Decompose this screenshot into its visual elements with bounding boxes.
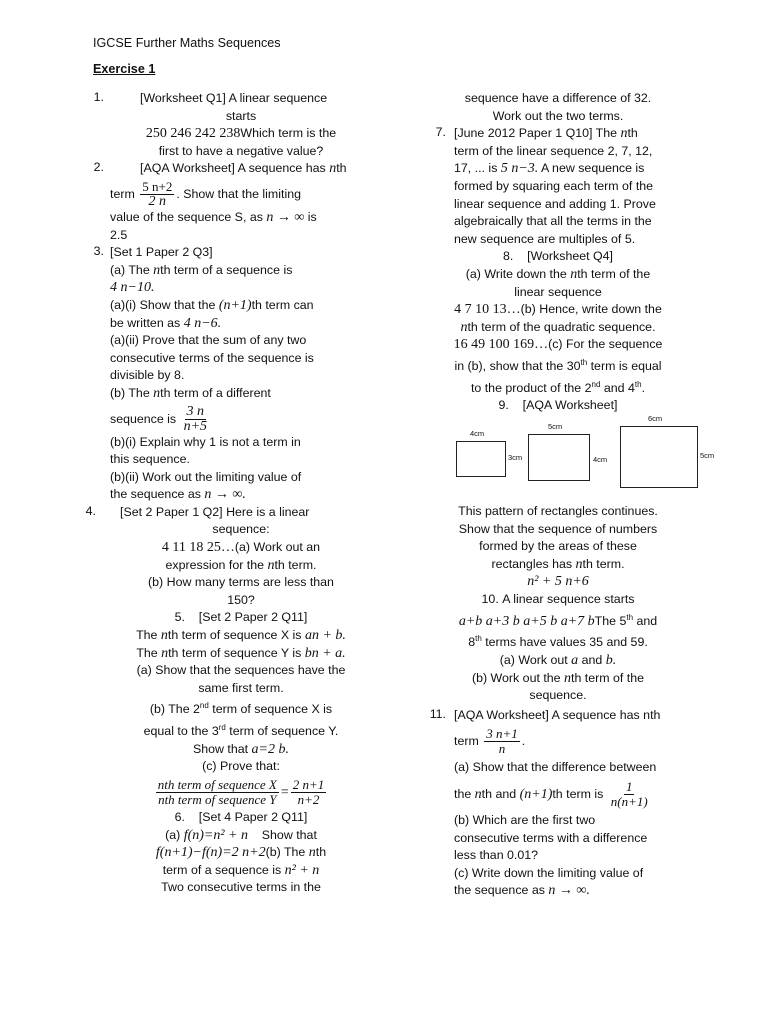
question-text: sequence:: [212, 522, 270, 537]
question-text: (c) Prove that:: [202, 759, 280, 774]
question-text: [110, 385, 372, 403]
question-text: th term of a different: [160, 385, 271, 400]
question-text: Which term is the: [240, 126, 337, 141]
math-expression: 4 n−10.: [110, 280, 155, 296]
question-text: formed by the areas of these: [479, 539, 637, 554]
question-text: less than 0.01?: [454, 848, 539, 863]
question-1: [93, 90, 372, 160]
question-text: [Set 4 Paper 2 Q11]: [198, 810, 308, 825]
question-text: [110, 160, 372, 178]
question-text: th term of sequence X is: [167, 628, 305, 643]
question-text: [102, 609, 380, 627]
math-variable: n: [460, 319, 468, 335]
question-8: [424, 248, 692, 397]
question-text: (c) For the sequence: [548, 337, 663, 352]
fraction: [182, 405, 209, 434]
question-text: [102, 557, 380, 575]
question-text: th term of sequence Y is: [168, 645, 305, 660]
question-number: 5.: [174, 610, 185, 625]
math-variable: n: [620, 126, 628, 142]
right-column: [424, 90, 715, 900]
question-text: (a) Show that the difference between: [454, 760, 657, 775]
question-text: [454, 780, 692, 809]
math-expression: a+b a+3 b a+5 b a+7 b: [458, 613, 595, 629]
math-expression: bn + a.: [304, 645, 346, 661]
question-6-continued: [424, 90, 692, 125]
question-text: the sequence as: [454, 883, 549, 898]
sequence-values: 4 7 10 13…: [454, 302, 521, 318]
math-variable: n: [564, 670, 572, 686]
question-text: term of sequence Y.: [225, 724, 339, 739]
math-expression: n → ∞: [266, 209, 305, 225]
math-expression: f(n)=n² + n: [183, 827, 248, 843]
question-text: (a) Work out an: [234, 540, 321, 555]
question-text: (a): [165, 827, 184, 842]
question-text: sequence.: [529, 688, 587, 703]
question-text: th term can: [251, 297, 314, 312]
fraction-numerator: 3 n+1: [486, 726, 518, 742]
fraction: [156, 778, 279, 807]
fraction-denominator: n: [498, 741, 506, 757]
math-variable: b.: [605, 652, 617, 668]
math-expression: 4 n−6.: [183, 315, 222, 331]
question-number: 4.: [85, 503, 96, 518]
question-text: consecutive terms of the sequence is: [110, 350, 314, 365]
question-text: th and: [481, 786, 520, 801]
question-number: 7.: [435, 125, 446, 140]
math-variable: n: [308, 845, 316, 861]
height-label: 4cm: [593, 454, 608, 464]
question-text: expression for the: [165, 557, 268, 572]
question-text: be written as: [110, 315, 184, 330]
question-text: This pattern of rectangles continues.: [458, 503, 658, 518]
question-text: [102, 719, 380, 741]
fraction-numerator: 2 n+1: [292, 777, 325, 793]
question-text: this sequence.: [110, 452, 190, 467]
question-text: [110, 315, 372, 333]
question-text: [424, 609, 692, 631]
question-text: [June 2012 Paper 1 Q10] The: [454, 126, 621, 141]
math-variable: n: [575, 556, 583, 572]
question-5: [102, 609, 380, 807]
superscript: rd: [218, 723, 226, 733]
fraction-numerator: 3 n: [186, 403, 205, 419]
question-text: divisible by 8.: [110, 368, 185, 383]
math-variable: n: [160, 628, 168, 644]
superscript: th: [634, 379, 642, 389]
sequence-values: 16 49 100 169…: [453, 337, 549, 353]
question-text: [424, 556, 692, 574]
math-expression: n² + n: [284, 862, 320, 878]
math-variable: n: [474, 786, 482, 802]
math-expression: 5 n−3.: [500, 161, 539, 177]
question-text: (b) The: [110, 385, 154, 400]
question-text: and: [578, 652, 606, 667]
rectangles-diagram: [424, 413, 715, 499]
question-text: [454, 882, 692, 900]
question-text: 2.5: [110, 227, 128, 242]
question-text: [102, 645, 380, 663]
fraction-denominator: nth term of sequence Y: [158, 792, 277, 808]
question-text: [454, 160, 692, 178]
width-label: 6cm: [648, 413, 663, 423]
question-text: and: [633, 613, 658, 628]
sequence-values: 250 246 242 238: [145, 126, 241, 142]
fraction-denominator: n+2: [297, 792, 320, 808]
question-text: th: [627, 126, 638, 141]
superscript: nd: [591, 379, 601, 389]
question-text: first to have a negative value?: [158, 143, 324, 158]
question-text: Show that: [261, 827, 317, 842]
question-text: [424, 630, 692, 652]
question-number: 11.: [429, 706, 446, 721]
question-number: 10.: [481, 591, 499, 606]
question-text: to the product of the 2: [470, 380, 592, 395]
question-text: value of the sequence S, as: [110, 209, 267, 224]
question-text: . Show that the limiting: [176, 186, 301, 201]
question-text: [454, 727, 692, 756]
question-text: [424, 652, 692, 670]
question-text: [Set 2 Paper 1 Q2] Here is a linear: [120, 504, 310, 519]
question-text: [110, 209, 372, 227]
question-text: th: [315, 845, 327, 860]
question-text: A linear sequence starts: [502, 591, 635, 606]
question-text: consecutive terms with a difference: [454, 830, 648, 845]
document-title: IGCSE Further Maths Sequences: [93, 36, 281, 50]
math-expression: n → ∞.: [548, 883, 590, 899]
question-text: [AQA Worksheet] A sequence has: [140, 161, 330, 176]
question-number: 1.: [93, 90, 104, 104]
math-expression: (n+1): [218, 297, 252, 313]
question-text: (b) Which are the first two: [454, 812, 596, 827]
question-text: [110, 125, 372, 143]
question-text: is: [304, 209, 317, 224]
height-label: 3cm: [508, 452, 523, 462]
math-variable: n: [570, 266, 578, 282]
equals-sign: =: [280, 784, 289, 800]
question-text: [Worksheet Q4]: [527, 249, 613, 264]
question-text: in (b), show that the 30: [454, 359, 581, 374]
question-text: Work out the two terms.: [492, 108, 624, 123]
question-text: The: [136, 628, 161, 643]
fraction-numerator: 5 n+2: [142, 178, 173, 194]
question-text: [102, 862, 380, 880]
question-text: equal to the 3: [143, 724, 219, 739]
height-label: 5cm: [700, 450, 715, 460]
question-text: formed by squaring each term of the: [454, 178, 654, 193]
math-variable: n: [329, 161, 337, 177]
question-text: [424, 319, 692, 337]
question-text: [102, 827, 380, 845]
question-text: th term is: [552, 786, 607, 801]
question-text: [110, 262, 372, 280]
math-expression: f(n+1)−f(n)=2 n+2: [155, 845, 266, 861]
question-text: [424, 248, 692, 266]
math-variable: n: [161, 645, 169, 661]
question-text: [424, 591, 692, 609]
math-variable: n: [153, 262, 161, 278]
question-text: [110, 405, 372, 434]
fraction: [609, 780, 650, 809]
fraction: [140, 180, 174, 209]
question-text: [110, 180, 372, 209]
question-text: [102, 697, 380, 719]
question-text: [110, 297, 372, 315]
superscript: th: [475, 634, 482, 644]
question-text: (a)(i) Show that the: [110, 297, 219, 312]
question-text: A new sequence is: [538, 161, 645, 176]
rectangle-1: [456, 441, 506, 477]
question-text: linear sequence: [514, 284, 602, 299]
question-text: sequence have a difference of 32.: [464, 91, 652, 105]
question-text: th term of the: [571, 670, 645, 685]
question-11: [424, 707, 692, 900]
question-text: th term of a sequence is: [160, 262, 293, 277]
question-text: [424, 670, 692, 688]
question-number: 9.: [498, 398, 509, 413]
fraction: [291, 778, 327, 807]
question-text: [424, 301, 692, 319]
question-7: [424, 125, 692, 248]
question-text: (b) Work out the: [471, 670, 565, 685]
question-text: [102, 741, 380, 759]
question-text: terms have values 35 and 59.: [481, 635, 648, 650]
math-expression: (n+1): [519, 786, 553, 802]
math-variable: a: [571, 652, 579, 668]
question-text: [AQA Worksheet]: [522, 398, 618, 413]
question-text: (b)(ii) Work out the limiting value of: [110, 469, 302, 484]
fraction-denominator: 2 n: [148, 193, 167, 209]
question-text: 150?: [227, 592, 255, 607]
question-text: and 4: [600, 380, 635, 395]
question-text: Two consecutive terms in the: [161, 880, 321, 895]
question-text: [110, 486, 372, 504]
question-text: .: [521, 734, 526, 749]
question-text: the: [454, 786, 475, 801]
fraction-numerator: nth term of sequence X: [157, 777, 277, 793]
question-text: th term of the: [577, 266, 651, 281]
question-number: 6.: [174, 810, 185, 825]
question-text: term of sequence X is: [208, 702, 333, 717]
question-text: The: [136, 645, 162, 660]
question-text: (c) Write down the limiting value of: [454, 865, 644, 880]
question-text: (b) How many terms are less than: [148, 575, 334, 590]
question-number: 8.: [503, 249, 514, 264]
question-text: (a) Work out: [499, 652, 572, 667]
question-9: [424, 397, 715, 591]
math-expression: a=2 b.: [251, 741, 289, 757]
question-6: [102, 809, 380, 897]
exercise-heading: Exercise 1: [93, 62, 156, 76]
question-text: [Set 1 Paper 2 Q3]: [110, 245, 213, 260]
fraction-denominator: n+5: [183, 418, 208, 434]
question-text: [102, 844, 380, 862]
left-column: [85, 90, 372, 897]
question-text: (b) Hence, write down the: [520, 302, 662, 317]
question-text: same first term.: [198, 680, 284, 695]
question-text: (b) The: [265, 845, 309, 860]
question-text: [Set 2 Paper 2 Q11]: [198, 610, 308, 625]
question-text: [424, 266, 692, 284]
question-text: (b) The 2: [149, 702, 200, 717]
question-text: (a) Write down the: [465, 266, 571, 281]
question-text: linear sequence and adding 1. Prove: [454, 196, 656, 211]
question-3: [93, 244, 372, 504]
question-text: [424, 397, 692, 415]
question-text: Show that: [192, 741, 252, 756]
question-text: [Worksheet Q1] A linear sequence: [140, 91, 328, 105]
question-text: Show that the sequence of numbers: [458, 521, 658, 536]
question-number: 3.: [93, 244, 104, 259]
question-text: 17, ... is: [454, 161, 501, 176]
rectangle-3: [620, 426, 698, 488]
question-text: term: [110, 186, 139, 201]
question-text: algebraically that all the terms in the: [454, 214, 652, 229]
math-variable: n: [267, 557, 275, 573]
fraction-numerator: 1: [625, 778, 633, 794]
question-text: the sequence as: [110, 487, 205, 502]
question-text: (b)(i) Explain why 1 is not a term in: [110, 434, 301, 449]
width-label: 4cm: [470, 428, 485, 438]
question-text: term: [454, 734, 483, 749]
question-text: [424, 354, 692, 376]
question-text: [424, 336, 692, 354]
question-text: (a)(ii) Prove that the sum of any two: [110, 333, 307, 348]
question-text: new sequence are multiples of 5.: [454, 231, 636, 246]
fraction-denominator: n(n+1): [610, 793, 648, 809]
question-text: (a) Show that the sequences have the: [136, 663, 346, 678]
question-text: [424, 376, 692, 398]
sequence-values: 4 11 18 25…: [161, 540, 235, 556]
question-2: [93, 160, 372, 244]
question-text: The 5: [594, 613, 627, 628]
question-4: [85, 503, 380, 610]
question-text: [AQA Worksheet] A sequence has nth: [454, 707, 661, 722]
question-text: term is equal: [587, 359, 662, 374]
question-text: term of a sequence is: [162, 862, 285, 877]
superscript: th: [626, 612, 634, 622]
math-expression: n → ∞.: [204, 487, 246, 503]
question-text: [102, 627, 380, 645]
question-text: [454, 125, 692, 143]
superscript: th: [580, 357, 588, 367]
rectangle-2: [528, 434, 590, 481]
question-text: th term of the quadratic sequence.: [467, 319, 656, 334]
proof-equation: [102, 778, 380, 807]
question-text: 8: [468, 635, 476, 650]
math-variable: n: [153, 385, 161, 401]
question-10: [424, 591, 692, 705]
question-text: (a) The: [110, 262, 154, 277]
question-number: 2.: [93, 160, 104, 175]
width-label: 5cm: [548, 421, 563, 431]
math-expression: n² + 5 n+6: [527, 574, 589, 590]
question-text: [102, 809, 380, 827]
question-text: starts: [225, 108, 257, 123]
question-text: th term.: [274, 557, 317, 572]
question-text: .: [641, 380, 646, 395]
math-expression: an + b.: [304, 628, 346, 644]
question-text: sequence is: [110, 411, 180, 426]
question-text: [102, 539, 380, 557]
question-text: term of the linear sequence 2, 7, 12,: [454, 143, 653, 158]
fraction: [484, 727, 520, 756]
question-text: rectangles has: [491, 556, 576, 571]
question-text: th term.: [582, 556, 625, 571]
question-text: th: [336, 161, 347, 176]
superscript: nd: [199, 701, 209, 711]
